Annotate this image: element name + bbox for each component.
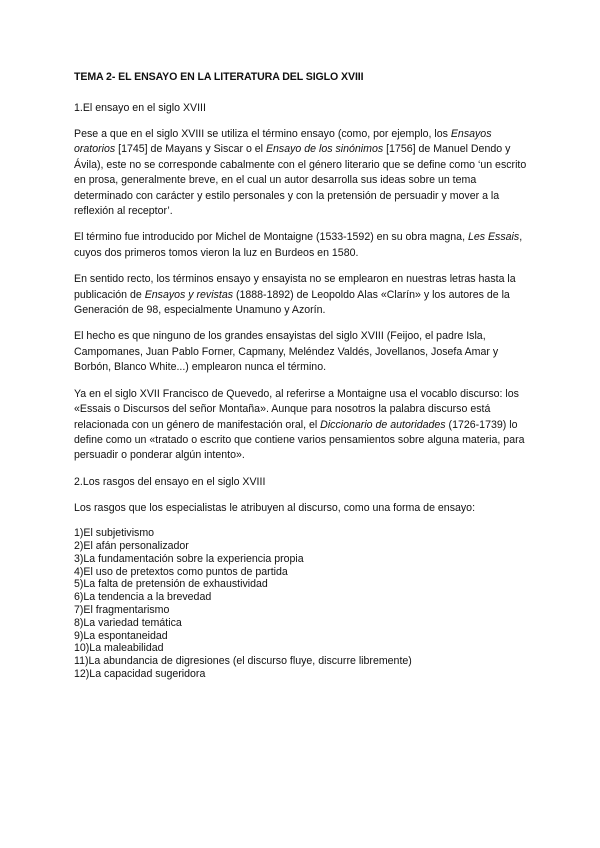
list-item: 12)La capacidad sugeridora	[74, 667, 206, 680]
paragraph-1: Pese a que en el siglo XVIII se utiliza el término ensayo (como, por ejemplo, los Ensayos oratorios [1745] de Mayans y Siscar o el Ensayo de los sinónimos [1756] de Manuel Dendo y Ávila), este no se corresponde cabalmente con el género literario que se define como ‘un escrito en prosa, generalmente breve, en el cual un autor desarrolla sus ideas sobre un tema determinado con carácter y estilo personales y con la pretensión de persuadir y mover a la reflexión al receptor’.	[74, 128, 527, 218]
list-item: 8)La variedad temática	[74, 616, 182, 629]
list-item: 5)La falta de pretensión de exhaustividad	[74, 578, 268, 591]
work-title: Diccionario de autoridades	[320, 418, 446, 431]
list-item: 9)La espontaneidad	[74, 629, 168, 642]
section-1-heading: 1.El ensayo en el siglo XVIII	[74, 102, 206, 114]
list-item: 3)La fundamentación sobre la experiencia propia	[74, 552, 304, 565]
section-2-heading: 2.Los rasgos del ensayo en el siglo XVIII	[74, 475, 266, 488]
paragraph-4: El hecho es que ninguno de los grandes ensayistas del siglo XVIII (Feijoo, el padre Isla, Campomanes, Juan Pablo Forner, Capmany, Meléndez Valdés, Jovellanos, Josefa Amar y Borbón, Blanco White...) emplearon nunca el término.	[74, 330, 499, 374]
paragraph-3: En sentido recto, los términos ensayo y ensayista no se emplearon en nuestras letras hasta la publicación de Ensayos y revistas (1888-1892) de Leopoldo Alas «Clarín» y los autores de la Generación de 98, especialmente Unamuno y Azorín.	[74, 273, 516, 317]
document-body	[74, 70, 532, 681]
work-title: Ensayos y revistas	[144, 288, 234, 301]
features-list	[74, 527, 532, 681]
list-item: 2)El afán personalizador	[74, 539, 189, 552]
list-item: 4)El uso de pretextos como puntos de partida	[74, 565, 288, 578]
list-item: 7)El fragmentarismo	[74, 603, 170, 616]
list-item: 11)La abundancia de digresiones (el discurso fluye, discurre libremente)	[74, 655, 412, 668]
work-title: Ensayos oratorios	[74, 128, 492, 156]
list-item: 1)El subjetivismo	[74, 527, 155, 540]
paragraph-5: Ya en el siglo XVII Francisco de Quevedo, al referirse a Montaigne usa el vocablo discurso: los «Essais o Discursos del señor Montaña». Aunque para nosotros la palabra discurso está relacionada con un género de manifestación oral, el Diccionario de autoridades (1726-1739) lo define como un «tratado o escrito que contiene varios pensamientos sobre alguna materia, para persuadir o ponderar algún intento».	[74, 387, 525, 462]
document-title: TEMA 2- EL ENSAYO EN LA LITERATURA DEL SIGLO XVIII	[74, 71, 364, 83]
work-title: Ensayo de los sinónimos	[265, 143, 384, 156]
work-title: Les Essais	[467, 231, 520, 244]
section-2-intro: Los rasgos que los especialistas le atribuyen al discurso, como una forma de ensayo:	[74, 501, 476, 514]
list-item: 6)La tendencia a la brevedad	[74, 591, 212, 604]
paragraph-2: El término fue introducido por Michel de Montaigne (1533-1592) en su obra magna, Les Essais, cuyos dos primeros tomos vieron la luz en Burdeos en 1580.	[74, 231, 523, 259]
list-item: 10)La maleabilidad	[74, 642, 164, 655]
